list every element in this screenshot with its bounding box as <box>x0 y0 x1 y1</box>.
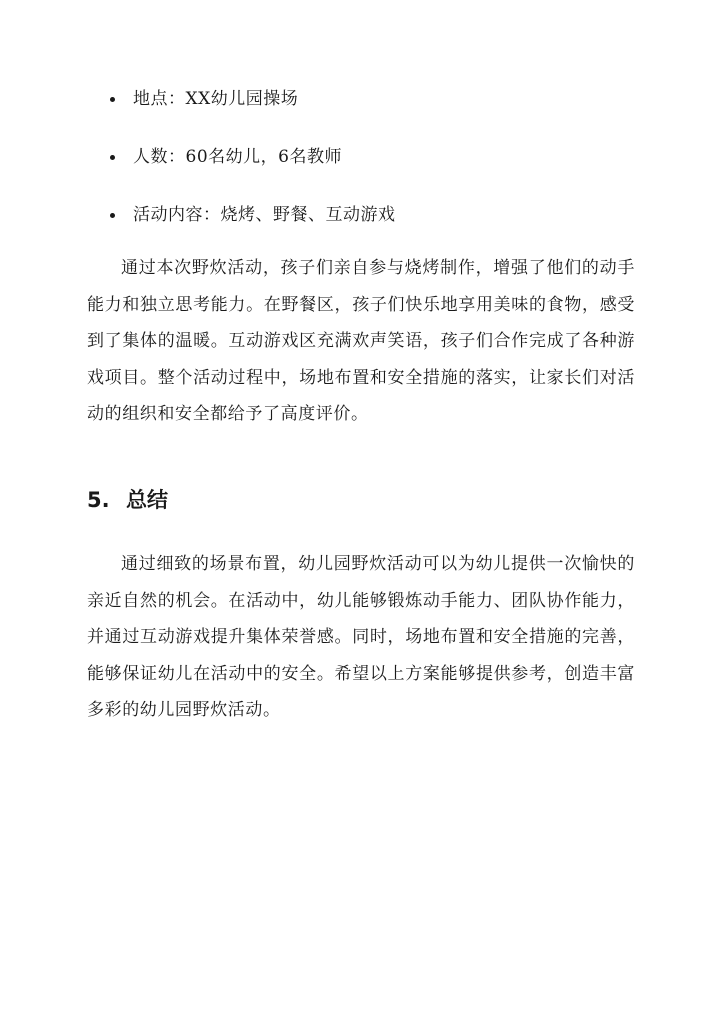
conclusion-paragraph: 通过细致的场景布置，幼儿园野炊活动可以为幼儿提供一次愉快的亲近自然的机会。在活动中，幼儿能够锻炼动手能力、团队协作能力，并通过互动游戏提升集体荣誉感。同时，场地布置和安全措施的完善，能够保证幼儿在活动中的安全。希望以上方案能够提供参考，创造丰富多彩的幼儿园野炊活动。 <box>87 554 635 720</box>
bullet-icon <box>110 213 115 218</box>
list-item <box>0 142 720 200</box>
activity-info-list <box>0 84 720 258</box>
section-number: 5. <box>87 488 110 512</box>
section-heading <box>87 483 168 517</box>
bullet-icon <box>110 97 115 102</box>
bullet-icon <box>110 155 115 160</box>
location-text: 地点：XX幼儿园操场 <box>133 89 299 109</box>
activity-content-text: 活动内容：烧烤、野餐、互动游戏 <box>133 205 396 225</box>
section-title: 总结 <box>126 488 168 512</box>
activity-summary-paragraph: 通过本次野炊活动，孩子们亲自参与烧烤制作，增强了他们的动手能力和独立思考能力。在野餐区，孩子们快乐地享用美味的食物，感受到了集体的温暖。互动游戏区充满欢声笑语，孩子们合作完成了各种游戏项目。整个活动过程中，场地布置和安全措施的落实，让家长们对活动的组织和安全都给予了高度评价。 <box>87 258 635 424</box>
list-item <box>0 84 720 142</box>
participants-text: 人数：60名幼儿，6名教师 <box>133 147 342 167</box>
